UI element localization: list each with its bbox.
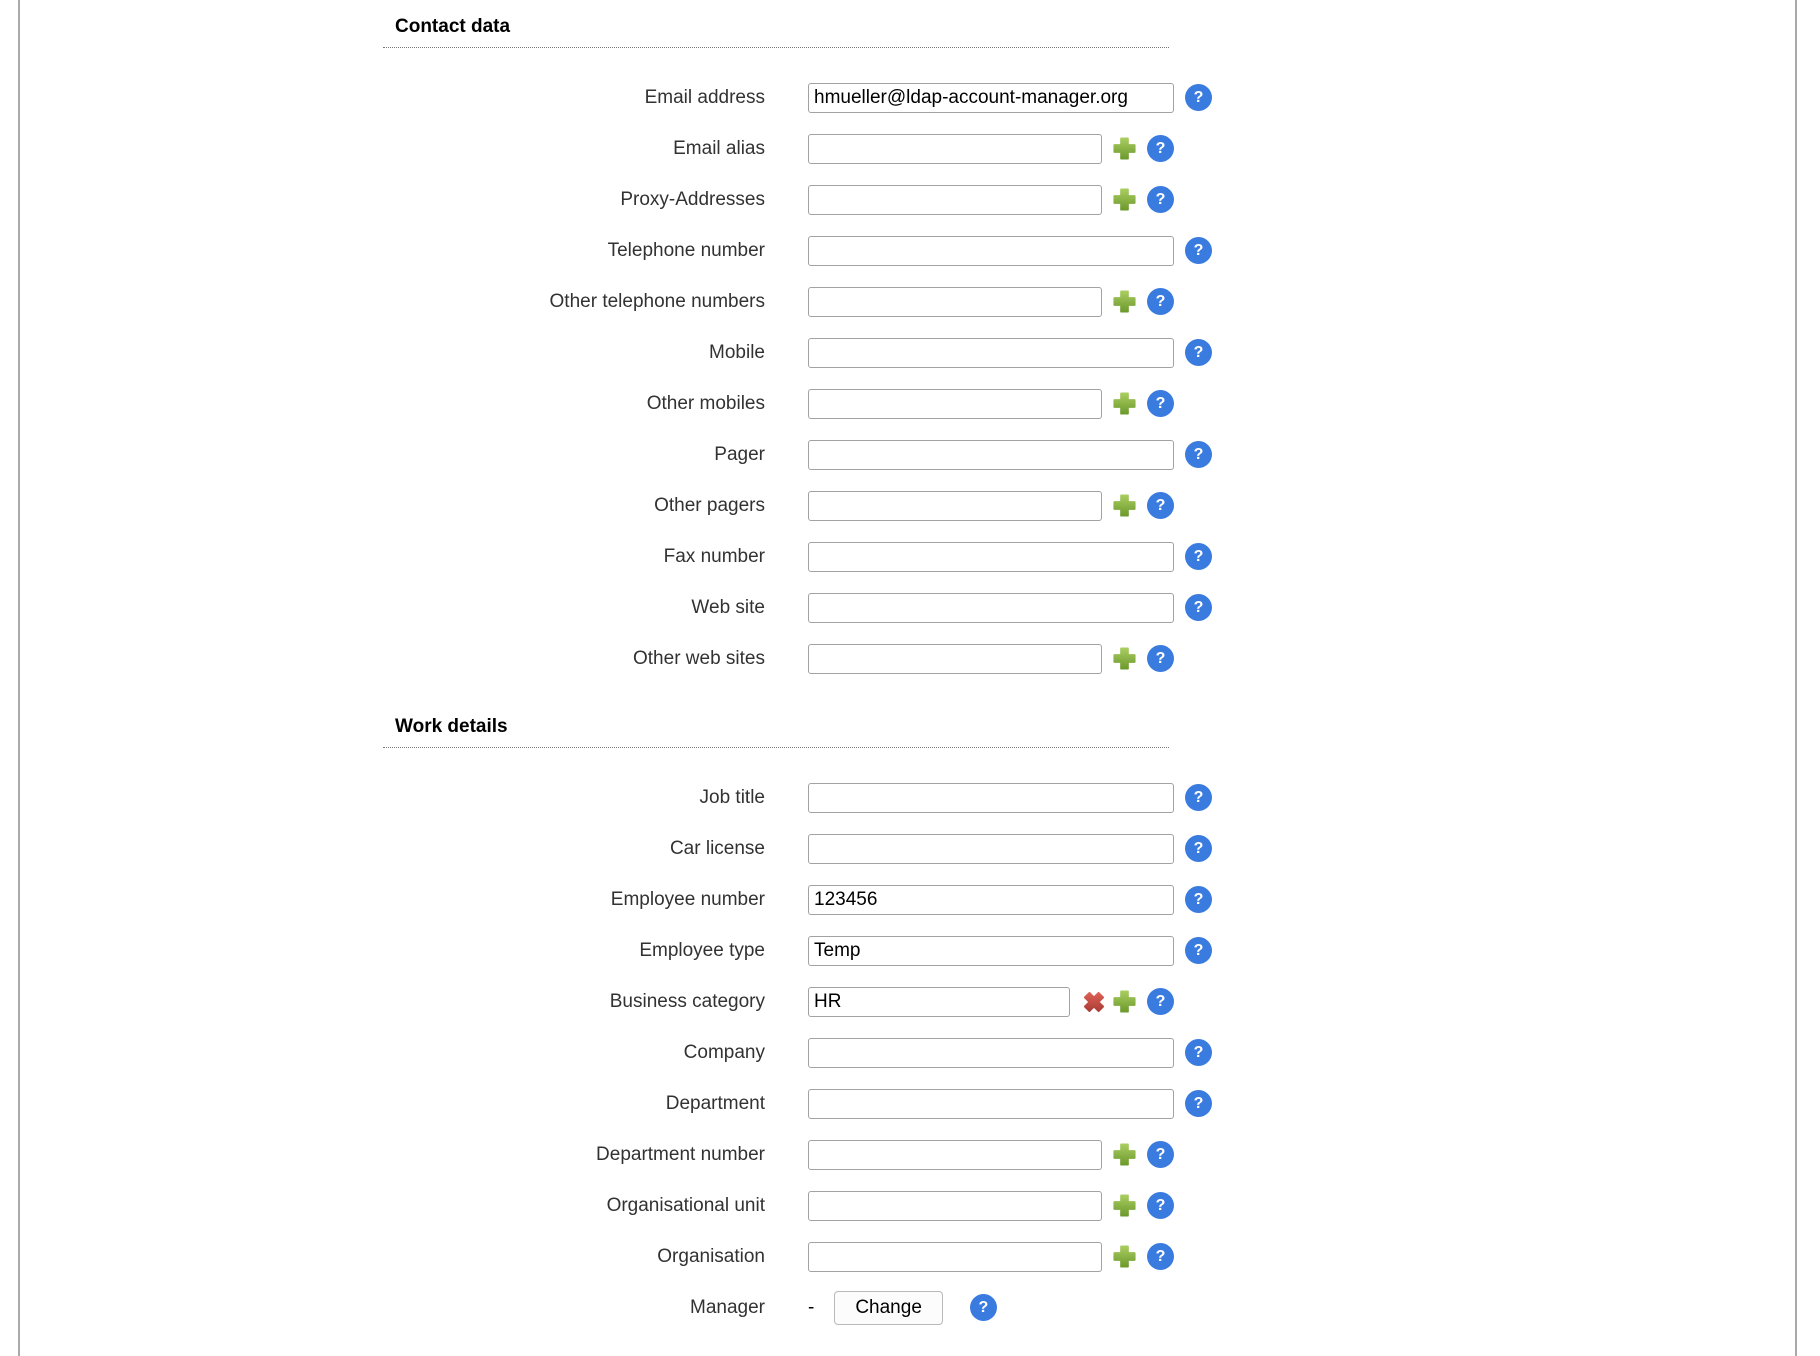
company-input[interactable]: [808, 1038, 1174, 1068]
form-row-department-number: [383, 1129, 1212, 1180]
pager-input[interactable]: [808, 440, 1174, 470]
business-category-input[interactable]: [808, 987, 1070, 1017]
help-icon[interactable]: ?: [1147, 288, 1174, 315]
employee-number-label: Employee number: [610, 888, 765, 910]
help-icon[interactable]: ?: [970, 1294, 997, 1321]
help-icon[interactable]: ?: [1185, 237, 1212, 264]
form-row-telephone-number: [383, 225, 1212, 276]
add-icon[interactable]: [1112, 289, 1137, 314]
help-icon[interactable]: ?: [1147, 1192, 1174, 1219]
car-license-input[interactable]: [808, 834, 1174, 864]
help-icon[interactable]: ?: [1147, 492, 1174, 519]
organisational-unit-label: Organisational unit: [606, 1194, 765, 1216]
help-icon[interactable]: ?: [1185, 784, 1212, 811]
department-label: Department: [665, 1092, 765, 1114]
other-web-sites-label: Other web sites: [633, 647, 765, 669]
add-icon[interactable]: [1112, 493, 1137, 518]
organisation-input[interactable]: [808, 1242, 1102, 1272]
add-icon[interactable]: [1112, 136, 1137, 161]
employee-type-label: Employee type: [639, 939, 765, 961]
form-row-organisation: [383, 1231, 1212, 1282]
fax-number-label: Fax number: [663, 545, 765, 567]
form-row-employee-number: [383, 874, 1212, 925]
form-row-company: [383, 1027, 1212, 1078]
help-icon[interactable]: ?: [1185, 543, 1212, 570]
email-address-input[interactable]: [808, 83, 1174, 113]
department-number-label: Department number: [596, 1143, 765, 1165]
other-telephone-numbers-label: Other telephone numbers: [549, 290, 765, 312]
help-icon[interactable]: ?: [1185, 441, 1212, 468]
form-row-job-title: [383, 772, 1212, 823]
form-row-email-address: [383, 72, 1212, 123]
form-row-other-mobiles: [383, 378, 1212, 429]
form-row-other-pagers: [383, 480, 1212, 531]
help-icon[interactable]: ?: [1147, 186, 1174, 213]
help-icon[interactable]: ?: [1185, 937, 1212, 964]
department-input[interactable]: [808, 1089, 1174, 1119]
help-icon[interactable]: ?: [1185, 1039, 1212, 1066]
other-mobiles-input[interactable]: [808, 389, 1102, 419]
other-web-sites-input[interactable]: [808, 644, 1102, 674]
employee-number-input[interactable]: [808, 885, 1174, 915]
add-icon[interactable]: [1112, 187, 1137, 212]
help-icon[interactable]: ?: [1185, 594, 1212, 621]
add-icon[interactable]: [1112, 989, 1137, 1014]
email-address-label: Email address: [644, 86, 765, 108]
mobile-label: Mobile: [709, 341, 765, 363]
help-icon[interactable]: ?: [1147, 1141, 1174, 1168]
fax-number-input[interactable]: [808, 542, 1174, 572]
help-icon[interactable]: ?: [1147, 135, 1174, 162]
email-alias-label: Email alias: [673, 137, 765, 159]
email-alias-input[interactable]: [808, 134, 1102, 164]
other-pagers-input[interactable]: [808, 491, 1102, 521]
form-row-email-alias: [383, 123, 1212, 174]
help-icon[interactable]: ?: [1147, 645, 1174, 672]
form-row-web-site: [383, 582, 1212, 633]
add-icon[interactable]: [1112, 391, 1137, 416]
remove-icon[interactable]: [1082, 990, 1106, 1014]
help-icon[interactable]: ?: [1185, 1090, 1212, 1117]
help-icon[interactable]: ?: [1185, 84, 1212, 111]
web-site-input[interactable]: [808, 593, 1174, 623]
help-icon[interactable]: ?: [1147, 390, 1174, 417]
help-icon[interactable]: ?: [1147, 1243, 1174, 1270]
add-icon[interactable]: [1112, 646, 1137, 671]
form-row-fax-number: [383, 531, 1212, 582]
left-frame-border: [18, 0, 20, 1356]
change-manager-button[interactable]: Change: [834, 1291, 943, 1325]
other-telephone-numbers-input[interactable]: [808, 287, 1102, 317]
form-row-department: [383, 1078, 1212, 1129]
form-row-employee-type: [383, 925, 1212, 976]
telephone-number-label: Telephone number: [607, 239, 765, 261]
mobile-input[interactable]: [808, 338, 1174, 368]
pager-label: Pager: [714, 443, 765, 465]
car-license-label: Car license: [669, 837, 765, 859]
form-row-business-category: [383, 976, 1212, 1027]
add-icon[interactable]: [1112, 1244, 1137, 1269]
job-title-label: Job title: [699, 786, 765, 808]
help-icon[interactable]: ?: [1147, 988, 1174, 1015]
proxy-addresses-input[interactable]: [808, 185, 1102, 215]
section-title-work-details: Work details: [383, 716, 1169, 748]
manager-current-value: -: [808, 1296, 815, 1318]
right-frame-border: [1795, 0, 1797, 1356]
organisational-unit-input[interactable]: [808, 1191, 1102, 1221]
web-site-label: Web site: [691, 596, 765, 618]
help-icon[interactable]: ?: [1185, 886, 1212, 913]
help-icon[interactable]: ?: [1185, 339, 1212, 366]
work-details-rows: [383, 772, 1212, 1333]
other-mobiles-label: Other mobiles: [646, 392, 765, 414]
form-row-pager: [383, 429, 1212, 480]
help-icon[interactable]: ?: [1185, 835, 1212, 862]
proxy-addresses-label: Proxy-Addresses: [620, 188, 765, 210]
form-row-other-web-sites: [383, 633, 1212, 684]
organisation-label: Organisation: [657, 1245, 765, 1267]
telephone-number-input[interactable]: [808, 236, 1174, 266]
form-row-other-telephone-numbers: [383, 276, 1212, 327]
manager-label: Manager: [690, 1296, 765, 1318]
job-title-input[interactable]: [808, 783, 1174, 813]
employee-type-input[interactable]: [808, 936, 1174, 966]
other-pagers-label: Other pagers: [654, 494, 765, 516]
form-row-car-license: [383, 823, 1212, 874]
form-row-proxy-addresses: [383, 174, 1212, 225]
business-category-label: Business category: [609, 990, 765, 1012]
contact-data-rows: [383, 72, 1212, 684]
form-row-mobile: [383, 327, 1212, 378]
form-row-organisational-unit: [383, 1180, 1212, 1231]
section-title-contact-data: Contact data: [383, 16, 1169, 48]
add-icon[interactable]: [1112, 1142, 1137, 1167]
department-number-input[interactable]: [808, 1140, 1102, 1170]
form-row-manager: [383, 1282, 1212, 1333]
add-icon[interactable]: [1112, 1193, 1137, 1218]
company-label: Company: [683, 1041, 765, 1063]
